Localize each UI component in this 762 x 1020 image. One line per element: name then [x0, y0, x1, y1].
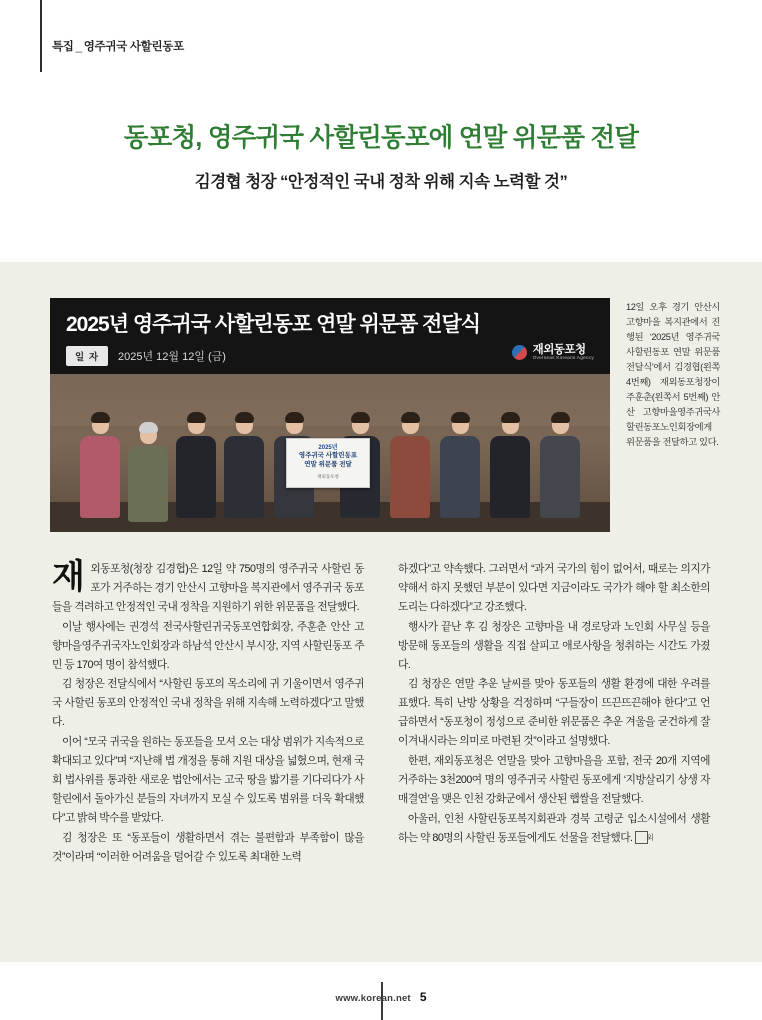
person-head: [552, 415, 569, 434]
person-head: [188, 415, 205, 434]
article-paragraph: [52, 560, 364, 617]
person-body: [540, 436, 580, 518]
agency-logo-text: [533, 344, 594, 361]
page-footer: [0, 990, 762, 1004]
person-hair: [187, 412, 206, 423]
placard-year: 2025년: [318, 445, 338, 451]
person-head: [286, 415, 303, 434]
photo-person: [174, 415, 218, 518]
article-paragraph: 행사가 끝난 후 김 청장은 고향마을 내 경로당과 노인회 사무실 등을 방문해 동포들의 생활을 직접 살피고 애로사항을 청취하는 시간도 가졌다.: [398, 620, 710, 671]
header-rule: [40, 0, 42, 72]
person-hair: [351, 412, 370, 423]
photo-person: [222, 415, 266, 518]
person-body: [440, 436, 480, 518]
person-head: [140, 425, 157, 444]
article-column-right: [398, 560, 710, 848]
person-hair: [285, 412, 304, 423]
placard-agency-logo: 재외동포청: [317, 473, 339, 479]
placard-line-3: 연말 위문품 전달: [304, 460, 352, 468]
photo-person: [538, 415, 582, 518]
person-body: [390, 436, 430, 518]
article-paragraph: 김 청장은 연말 추운 날씨를 맞아 동포들의 생활 환경에 대한 우려를 표했다. 특히 난방 상황을 걱정하며 “구들장이 뜨끈뜨끈해야 한다”고 언급하면서 “동포청이 정성으로 준비한 위문품은 추운 겨울을 굳건하게 잘 이겨내시라는 의미로 마련된 것”이라고 설명했다.: [398, 678, 710, 748]
person-hair: [91, 412, 110, 423]
person-head: [452, 415, 469, 434]
person-head: [236, 415, 253, 434]
agency-emblem-icon: [512, 345, 527, 360]
article-paragraph-text: 외동포청(청장 김경협)은 12일 약 750명의 영주귀국 사할린 동포가 거주하는 경기 안산시 고향마을 복지관에서 영주귀국 동포들을 격려하고 안정적인 국내 정착을 지원하기 위한 위문품을 전달했다.: [52, 563, 364, 614]
drop-cap: 재: [52, 558, 85, 596]
photo-person: [388, 415, 432, 518]
person-hair: [401, 412, 420, 423]
article-paragraph: 한편, 재외동포청은 연말을 맞아 고향마을을 포함, 전국 20개 지역에 거주하는 3천200여 명의 영주귀국 사할린 동포에게 ‘지방살리기 상생 자매결연’을 맺은 인천 강화군에서 생산된 햅쌀을 전달했다.: [398, 754, 710, 806]
photo-person: [78, 415, 122, 518]
person-body: [224, 436, 264, 518]
photo-caption: 12일 오후 경기 안산시 고향마을 복지관에서 진행된 ‘2025년 영주귀국 사할린동포 연말 위문품 전달식’에서 김경협(왼쪽 4번째) 재외동포청장이 주훈춘(왼쪽서 5번째) 안산 고향마을영주귀국사할린동포노인회장에게 위문품을 전달하고 있다.: [626, 302, 720, 448]
person-body: [176, 436, 216, 518]
photo-person: [438, 415, 482, 518]
article-paragraph: 김 청장은 전달식에서 “사할린 동포의 목소리에 귀 기울이면서 영주귀국 사할린 동포의 안정적인 국내 정착을 위해 지속해 노력하겠다”고 말했다.: [52, 678, 364, 729]
person-head: [402, 415, 419, 434]
article-paragraph-text: 아울러, 인천 사할린동포복지회관과 경북 고령군 입소시설에서 생활하는 약 80명의 사할린 동포들에게도 선물을 전달했다.: [398, 812, 710, 844]
footer-website: www.korean.net: [335, 993, 411, 1004]
photo-meta: [66, 346, 226, 366]
person-hair: [451, 412, 470, 423]
page-number: 5: [419, 990, 427, 1004]
event-photo: [50, 298, 610, 532]
person-head: [352, 415, 369, 434]
placard-line-2: 영주귀국 사할린동포: [298, 452, 358, 460]
photo-person: [126, 425, 170, 522]
article-paragraph-last: [398, 810, 710, 848]
person-hair: [501, 412, 520, 423]
photo-banner-title: 2025년 영주귀국 사할린동포 연말 위문품 전달식: [66, 313, 481, 336]
agency-logo: [512, 344, 594, 361]
end-mark-icon: 외: [635, 831, 648, 844]
photo-scene: [50, 374, 610, 532]
photo-date-value: 2025년 12월 12일 (금): [118, 351, 226, 363]
article-paragraph: 김 청장은 또 “동포들이 생활하면서 겪는 불편함과 부족함이 많을 것”이라며 “이러한 어려움을 덜어갈 수 있도록 최대한 노력: [52, 831, 364, 863]
kicker-separator: _: [75, 41, 82, 53]
person-body: [490, 436, 530, 518]
article-paragraph: 이어 “모국 귀국을 원하는 동포들을 모셔 오는 대상 범위가 지속적으로 확대되고 있다”며 “지난해 법 개정을 통해 지원 대상을 넓혔으며, 현재 국회 법사위를 통과한 새로운 법안에서는 고국 땅을 밟기를 기다리다가 사할린에서 돌아가신 분들의 자녀까지 모실 수 있도록 범위를 더욱 확대했다”고 밝혀 박수를 받았다.: [52, 735, 364, 825]
kicker-label: 특집: [52, 41, 74, 53]
person-hair: [139, 422, 158, 433]
person-hair: [235, 412, 254, 423]
photo-date-chip: 일 자: [66, 346, 108, 366]
event-placard: [286, 438, 370, 488]
person-hair: [551, 412, 570, 423]
photo-person: [488, 415, 532, 518]
section-kicker: [52, 38, 184, 54]
person-body: [128, 446, 168, 522]
page-title: 동포청, 영주귀국 사할린동포에 연말 위문품 전달: [123, 124, 639, 152]
person-head: [92, 415, 109, 434]
article-paragraph: 하겠다”고 약속했다. 그러면서 “과거 국가의 힘이 없어서, 때로는 의지가 약해서 하지 못했던 부분이 있다면 지금이라도 국가가 해야 할 최소한의 도리는 다하겠다”고 강조했다.: [398, 563, 710, 614]
person-body: [80, 436, 120, 518]
page-subtitle: 김경협 청장 “안정적인 국내 정착 위해 지속 노력할 것”: [194, 173, 568, 191]
article-column-left: [52, 560, 364, 867]
person-head: [502, 415, 519, 434]
agency-name-en: Overseas Koreans Agency: [532, 356, 594, 362]
agency-name-ko: 재외동포청: [532, 344, 586, 356]
kicker-topic: 영주귀국 사할린동포: [83, 41, 184, 53]
article-paragraph: 이날 행사에는 권경석 전국사할린귀국동포연합회장, 주훈춘 안산 고향마을영주귀국자노인회장과 하남석 안산시 부시장, 지역 사할린동포 주민 등 170여 명이 참석했다.: [52, 620, 365, 671]
